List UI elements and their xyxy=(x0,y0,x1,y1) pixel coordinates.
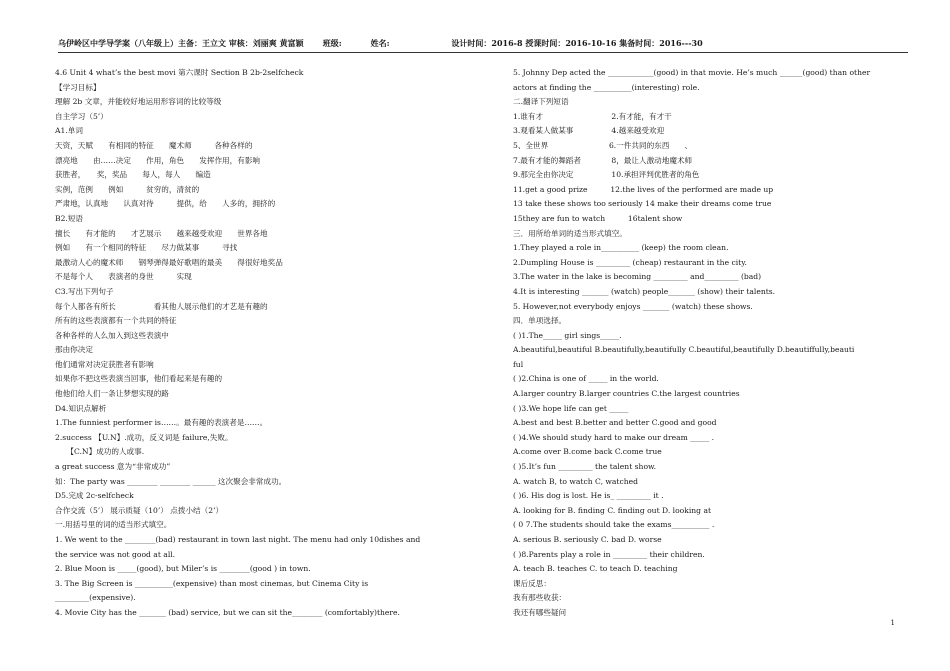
left-line: 一.用括号里的词的适当形式填空。 xyxy=(55,520,172,530)
right-line: ful xyxy=(513,359,524,369)
left-line: 实例，范例 例如 贫穷的，清贫的 xyxy=(55,184,200,194)
right-line: 5、全世界 6.一件共同的东西 、 xyxy=(513,140,693,150)
right-line: A. serious B. seriously C. bad D. worse xyxy=(513,535,662,544)
right-line: ( )2.China is one of _____ in the world. xyxy=(513,374,659,384)
left-line: 获胜者， 奖，奖品 每人，每人 编造 xyxy=(55,170,211,180)
left-line: 例如 有一个相同的特征 尽力做某事 寻找 xyxy=(55,243,238,253)
left-line: 擅长 有才能的 才艺展示 越来越受欢迎 世界各地 xyxy=(55,228,268,238)
right-line: 3.观看某人做某事 4.越来越受欢迎 xyxy=(513,126,665,136)
left-line: 他他们给人们一条让梦想实现的路 xyxy=(55,389,169,399)
left-line: 最激动人心的魔术师 钢琴弹得最好歌唱的最美 得很好地奖品 xyxy=(55,257,283,267)
left-line: D5.完成 2c-selfcheck xyxy=(55,491,134,501)
right-line: A.best and best B.better and better C.good and good xyxy=(513,418,717,428)
left-line: 1. We went to the ________(bad) restaurant in town last night. The menu had only 10dishes and xyxy=(55,535,421,544)
right-line: ( )3.We hope life can get _____ xyxy=(513,403,629,413)
right-line: 5. Johnny Dep acted the ____________(good) in that movie. He’s much ______(good) than other xyxy=(513,68,871,77)
right-column xyxy=(513,66,895,621)
right-line: A. teach B. teaches C. to teach D. teaching xyxy=(513,564,678,574)
left-column xyxy=(55,66,440,621)
right-line: 2.Dumpling House is _________ (cheap) restaurant in the city. xyxy=(513,257,747,267)
left-line: 2.success 【U.N】.成功，反义词是 failure,失败。 xyxy=(55,432,233,442)
left-line: 每个人都各有所长 看其他人展示他们的才艺是有趣的 xyxy=(55,301,268,311)
right-line: A.come over B.come back C.come true xyxy=(513,447,662,457)
right-line: 三．用所给单词的适当形式填空。 xyxy=(513,228,627,238)
left-line: 各种各样的人么加入到这些表演中 xyxy=(55,330,169,340)
left-line: 如：The party was ________ ________ ______ 这次聚会非常成功。 xyxy=(55,476,287,486)
right-line: 9.那完全由你决定 10.承担评判优胜者的角色 xyxy=(513,170,700,180)
left-line: 理解 2b 文章，并能较好地运用形容词的比较等级 xyxy=(55,97,222,107)
left-line: 自主学习（5’） xyxy=(55,111,108,121)
right-line: ( )4.We should study hard to make our dream _____ . xyxy=(513,432,715,442)
left-line: 严肃地，认真地 认真对待 提供，给 人多的，拥挤的 xyxy=(55,199,276,209)
right-line: ( )1.The_____ girl sings_____. xyxy=(513,330,622,340)
right-line: 1.谁有才 2.有才能，有才干 xyxy=(513,111,672,121)
left-line: 天资，天赋 有相同的特征 魔术师 各种各样的 xyxy=(55,140,253,150)
header-dates: 设计时间：2016-8 授课时间：2016-10-16 集备时间：2016---30 xyxy=(451,38,703,48)
header-class-label: 班级: xyxy=(322,38,342,48)
left-line: 3. The Big Screen is __________(expensive) than most cinemas, but Cinema City is xyxy=(55,578,369,588)
left-line: 【C.N】成功的人或事. xyxy=(55,447,145,457)
header-school-info: 乌伊岭区中学导学案（八年级上）主备：王立文 审核：刘丽爽 黄富颖 xyxy=(58,38,304,48)
left-line: 【学习目标】 xyxy=(55,82,101,92)
right-line: 5. However,not everybody enjoys _______ (watch) these shows. xyxy=(513,301,753,311)
left-line: 漂亮地 由……决定 作用，角色 发挥作用，有影响 xyxy=(55,155,261,165)
header-name-label: 姓名: xyxy=(370,38,390,48)
right-line: ( )6. His dog is lost. He is_ _________ it . xyxy=(513,491,664,501)
right-line: actors at finding the __________(interesting) role. xyxy=(513,82,700,92)
right-line: 课后反思： xyxy=(513,578,551,588)
right-line: 4.It is interesting _______ (watch) people_______ (show) their talents. xyxy=(513,286,776,296)
left-line: A1.单词 xyxy=(55,126,83,136)
left-line: 1.The funniest performer is……。最有趣的表演者是……。 xyxy=(55,418,268,428)
right-line: ( )5.It’s fun _________ the talent show. xyxy=(513,462,657,472)
left-line: 所有的这些表演都有一个共同的特征 xyxy=(55,316,177,326)
left-line: 2. Blue Moon is _____(good), but Miler’s is ________(good ) in town. xyxy=(55,564,311,574)
right-line: 四．单项选择。 xyxy=(513,316,567,326)
right-line: 我有那些收获： xyxy=(513,593,567,603)
right-line: ( 0 7.The students should take the exams__________ . xyxy=(513,520,715,530)
right-line: A.beautiful,beautiful B.beautifully,beautifully C.beautiful,beautifully D.beautiffully,beauti xyxy=(513,345,855,355)
left-line: _________(expensive). xyxy=(55,593,136,603)
right-line: 11.get a good prize 12.the lives of the performed are made up xyxy=(513,184,774,194)
right-line: 3.The water in the lake is becoming _________ and_________ (bad) xyxy=(513,272,762,282)
left-line: 不是每个人 表演者的身世 实现 xyxy=(55,272,192,282)
right-line: 15they are fun to watch 16talent show xyxy=(513,213,683,223)
right-line: 1.They played a role in__________ (keep) the room clean. xyxy=(513,243,729,253)
left-line: 他们通常对决定获胜者有影响 xyxy=(55,359,154,369)
right-line: 我还有哪些疑问 xyxy=(513,607,567,617)
left-line: 那由你决定 xyxy=(55,345,93,355)
left-line: 如果你不把这些表演当回事，他们看起来是有趣的 xyxy=(55,374,223,384)
page-header xyxy=(58,38,908,53)
right-line: A. looking for B. finding C. finding out D. looking at xyxy=(513,505,712,515)
left-line: 4.6 Unit 4 what’s the best movi 第六课时 Section B 2b-2selfcheck xyxy=(55,68,304,77)
left-line: D4.知识点解析 xyxy=(55,403,107,413)
page-number: 1 xyxy=(890,619,895,627)
right-line: 13 take these shows too seriously 14 make their dreams come true xyxy=(513,199,772,209)
right-line: 二.翻译下列短语 xyxy=(513,97,569,107)
left-line: B2.短语 xyxy=(55,213,84,223)
right-line: A. watch B, to watch C, watched xyxy=(513,476,638,486)
left-line: a great success 意为“非常成功” xyxy=(55,462,171,472)
left-line: 合作交流（5’） 展示质疑（10’） 点拨小结（2’） xyxy=(55,505,224,515)
left-line: the service was not good at all. xyxy=(55,549,176,559)
right-line: 7.最有才能的舞蹈者 8，最让人激动地魔术师 xyxy=(513,155,693,165)
right-line: A.larger country B.larger countries C.the largest countries xyxy=(513,389,740,399)
left-line: C3.写出下列句子 xyxy=(55,286,114,296)
left-line: 4. Movie City has the _______ (bad) service, but we can sit the________ (comfortably)there. xyxy=(55,607,400,617)
right-line: ( )8.Parents play a role in _________ their children. xyxy=(513,549,705,559)
